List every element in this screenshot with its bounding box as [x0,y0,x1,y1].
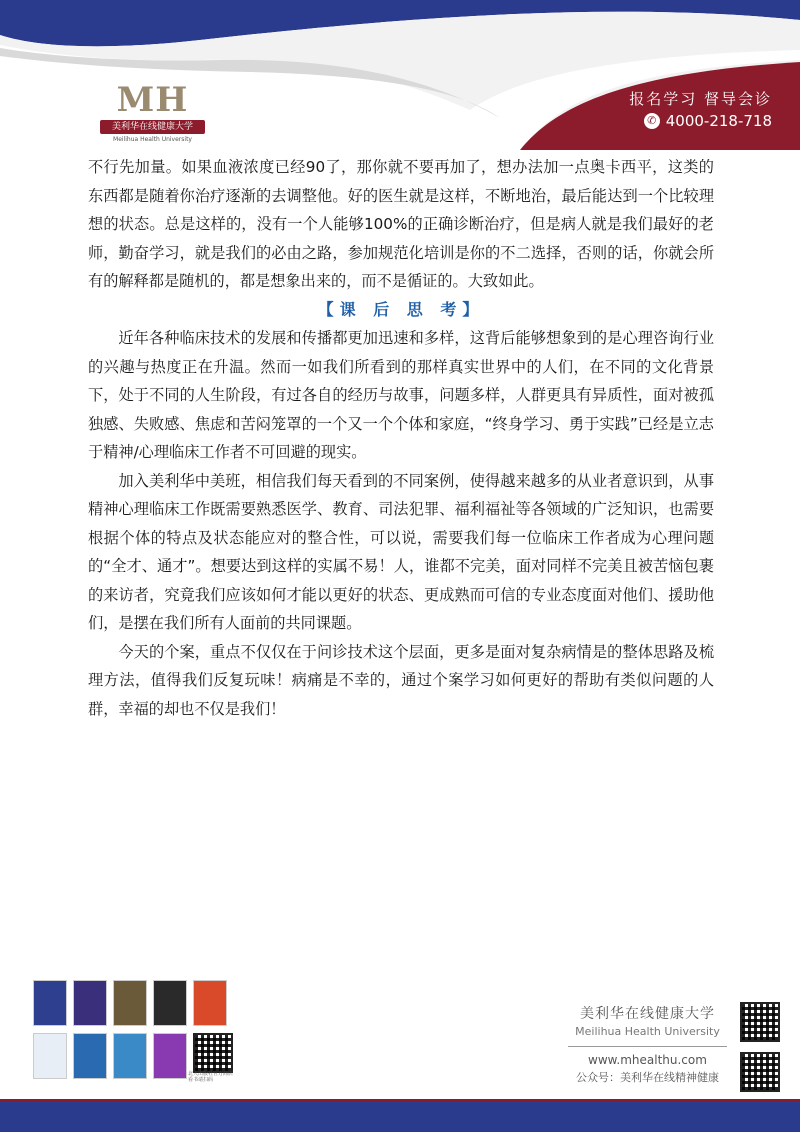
footer-university-info [560,1003,735,1085]
header-phone [644,112,772,130]
qr-code-icon [740,1002,780,1042]
book-cover [33,980,67,1026]
book-cover [153,980,187,1026]
logo-subtitle: Meilihua Health University [113,136,192,143]
book-cover [73,1033,107,1079]
paragraph-1: 近年各种临床技术的发展和传播都更加迅速和多样，这背后能够想象到的是心理咨询行业的兴趣与热度正在升温。然而一如我们所看到的那样真实世界中的人们，在不同的文化背景下，处于不同的人生阶段，有过各自的经历与故事，问题多样，人群更具有异质性，面对被孤独感、失败感、焦虑和苦闷笼罩的一个又一个个体和家庭，“终身学习、勇于实践”已经是立志于精神/心理临床工作者不可回避的现实。 [88,329,714,461]
header-slogan: 报名学习 督导会诊 [629,90,772,108]
paragraph-3: 今天的个案，重点不仅仅在于问诊技术这个层面，更多是面对复杂病情是的整体思路及梳理方法，值得我们反复玩味！病痛是不幸的，通过个案学习如何更好的帮助有类似问题的人群，幸福的却也不仅是我们！ [88,642,714,718]
qr-code-icon [193,1033,233,1073]
logo-letters: MH [116,80,189,120]
paragraph-2: 加入美利华中美班，相信我们每天看到的不同案例，使得越来越多的从业者意识到，从事精神心理临床工作既需要熟悉医学、教育、司法犯罪、福利福祉等各领域的广泛知识，也需要根据个体的特点及状态能应对的整合性，可以说，需要我们每一位临床工作者成为心理问题的“全才、通才”。想要达到这样的实属不易！人，谁都不完美，面对同样不完美且被苦恼包裹的来访者，究竟我们应该如何才能以更好的状态、更成熟而可信的专业态度面对他们、援助他们，是摆在我们所有人面前的共同课题。 [88,471,714,632]
book-caption: 北大出版社官方商店 看书请扫码 [188,1071,234,1083]
footer-university-cn: 美利华在线健康大学 [580,1006,715,1022]
footer-wechat: 公众号：美利华在线精神健康 [576,1071,719,1084]
phone-number: 4000-218-718 [665,112,772,130]
book-cover [113,980,147,1026]
phone-icon: ✆ [644,113,660,129]
book-cover [73,980,107,1026]
book-cover [113,1033,147,1079]
logo-ribbon: 美利华在线健康大学 [100,120,205,134]
intro-paragraph: 不行先加量。如果血液浓度已经90了，那你就不要再加了，想办法加一点奥卡西平，这类的东西都是随着你治疗逐渐的去调整他。好的医生就是这样，不断地治，最后能达到一个比较理想的状态。总是这样的，没有一个人能够100%的正确诊断治疗，但是病人就是我们最好的老师，勤奋学习，就是我们的必由之路，参加规范化培训是你的不二选择，否则的话，你就会所有的解释都是随机的，都是想象出来的，而不是循证的。大致如此。 [88,158,714,290]
university-logo [100,80,205,150]
article-body [88,153,714,723]
bottom-bar [0,1102,800,1132]
section-title: 【课 后 思 考】 [317,299,485,319]
qr-code-icon [740,1052,780,1092]
footer-university-en: Meilihua Health University [575,1025,720,1038]
footer-book-covers [30,975,245,1085]
footer-divider [568,1046,727,1047]
footer-url: www.mhealthu.com [588,1053,707,1067]
book-cover [33,1033,67,1079]
book-cover [193,980,227,1026]
book-cover [153,1033,187,1079]
